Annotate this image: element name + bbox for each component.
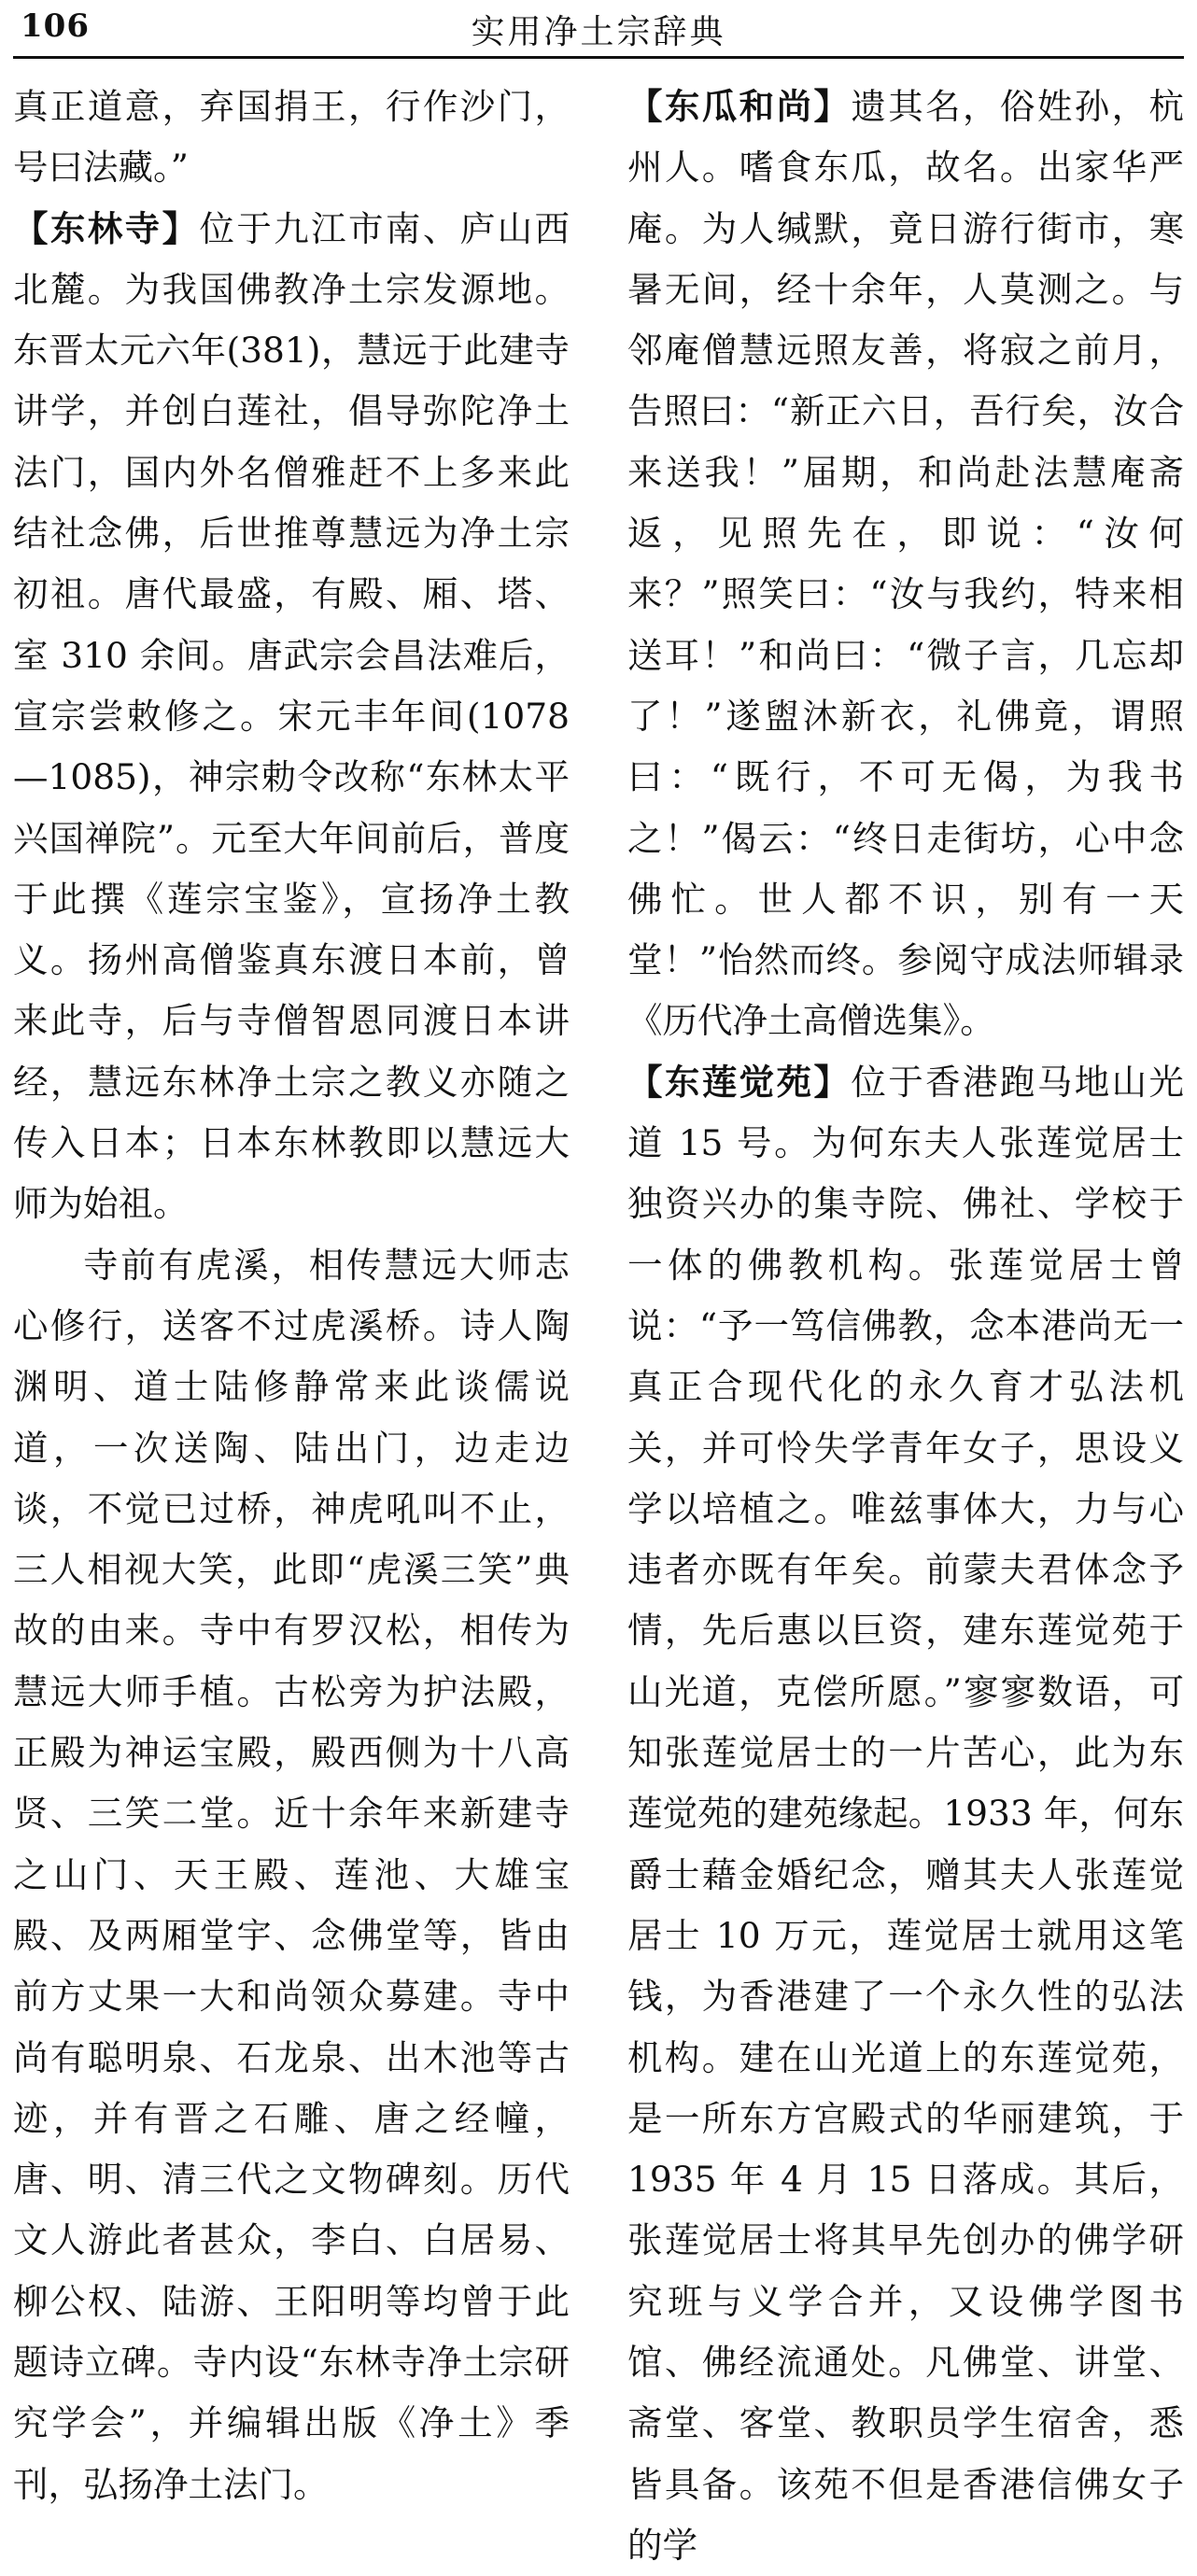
entry-headword: 【东莲觉苑】 [627,1061,852,1103]
entry-paragraph: 寺前有虎溪，相传慧远大师志心修行，送客不过虎溪桥。诗人陶渊明、道士陆修静常来此谈儒说道，一次送陶、陆出门，边走边谈，不觉已过桥，神虎吼叫不止，三人相视大笑，此即“虎溪三笑”典故的由来。寺中有罗汉松，相传为慧远大师手植。古松旁为护法殿，正殿为神运宝殿，殿西侧为十八高贤、三笑二堂。近十余年来新建寺之山门、天王殿、莲池、大雄宝殿、及两厢堂宇、念佛堂等，皆由前方丈果一大和尚领众募建。寺中尚有聪明泉、石龙泉、出木池等古迹，并有晋之石雕、唐之经幢，唐、明、清三代之文物碑刻。历代文人游此者甚众，李白、白居易、柳公权、陆游、王阳明等均曾于此题诗立碑。寺内设“东林寺净土宗研究学会”，并编辑出版《净土》季刊，弘扬净土法门。 [13,1244,570,2505]
entry-body: 遗其名，俗姓孙，杭州人。嗜食东瓜，故名。出家华严庵。为人缄默，竟日游行街市，寒暑无间，经十余年，人莫测之。与邻庵僧慧远照友善，将寂之前月，告照曰：“新正六日，吾行矣，汝合来送我！”届期，和尚赴法慧庵斋返，见照先在，即说：“汝何来？”照笑曰：“汝与我约，特来相送耳！”和尚曰：“微子言，几忘却了！”遂盥沐新衣，礼佛竟，谓照曰：“既行，不可无偈，为我书之！”偈云：“终日走街坊，心中念佛忙。世人都不识，别有一天堂！”怡然而终。参阅守成法师辑录《历代净土高僧选集》。 [627,86,1185,1042]
entry-donglinsi [13,199,570,1235]
entry-donglianjueyuan [627,1052,1184,2576]
header-rule [13,56,1184,59]
entry-headword: 【东林寺】 [13,207,200,249]
page-number: 106 [21,7,90,45]
entry-body: 位于九江市南、庐山西北麓。为我国佛教净土宗发源地。东晋太元六年(381)，慧远于此建寺讲学，并创白莲社，倡导弥陀净土法门，国内外名僧雅赶不上多来此结社念佛，后世推尊慧远为净土宗初祖。唐代最盛，有殿、厢、塔、室 310 余间。唐武宗会昌法难后，宣宗尝敕修之。宋元丰年间(1078—1085)，神宗勅令改称“东林太平兴国禅院”。元至大年间前后，普度于此撰《莲宗宝鉴》，宣扬净土教义。扬州高僧鉴真东渡日本前，曾来此寺，后与寺僧智恩同渡日本讲经，慧远东林净土宗之教义亦随之传入日本；日本东林教即以慧远大师为始祖。 [13,207,570,1225]
entry-headword: 【东瓜和尚】 [627,86,852,127]
entry-dongguaheshang [627,77,1184,1052]
page-header [0,0,1197,50]
continuation-text: 真正道意，弃国捐王，行作沙门，号曰法藏。” [13,86,570,189]
left-column [13,77,570,2515]
running-title: 实用净土宗辞典 [471,13,726,51]
entry-body: 位于香港跑马地山光道 15 号。为何东夫人张莲觉居士独资兴办的集寺院、佛社、学校于一体的佛教机构。张莲觉居士曾说：“予一笃信佛教，念本港尚无一真正合现代化的永久育才弘法机关，并可怜失学青年女子，思设义学以培植之。唯兹事体大，力与心违者亦既有年矣。前蒙夫君体念予情，先后惠以巨资，建东莲觉苑于山光道，克偿所愿。”寥寥数语，可知张莲觉居士的一片苦心，此为东莲觉苑的建苑缘起。1933 年，何东爵士藉金婚纪念，赠其夫人张莲觉居士 10 万元，莲觉居士就用这笔钱，为香港建了一个永久性的弘法机构。建在山光道上的东莲觉苑，是一所东方宫殿式的华丽建筑，于 1935 年 4 月 15 日落成。其后，张莲觉居士将其早先创办的佛学研究班与义学合并，又设佛学图书馆、佛经流通处。凡佛堂、讲堂、斋堂、客堂、教职员学生宿舍，悉皆具备。该苑不但是香港信佛女子的学 [627,1061,1185,2566]
right-column [627,77,1184,2576]
